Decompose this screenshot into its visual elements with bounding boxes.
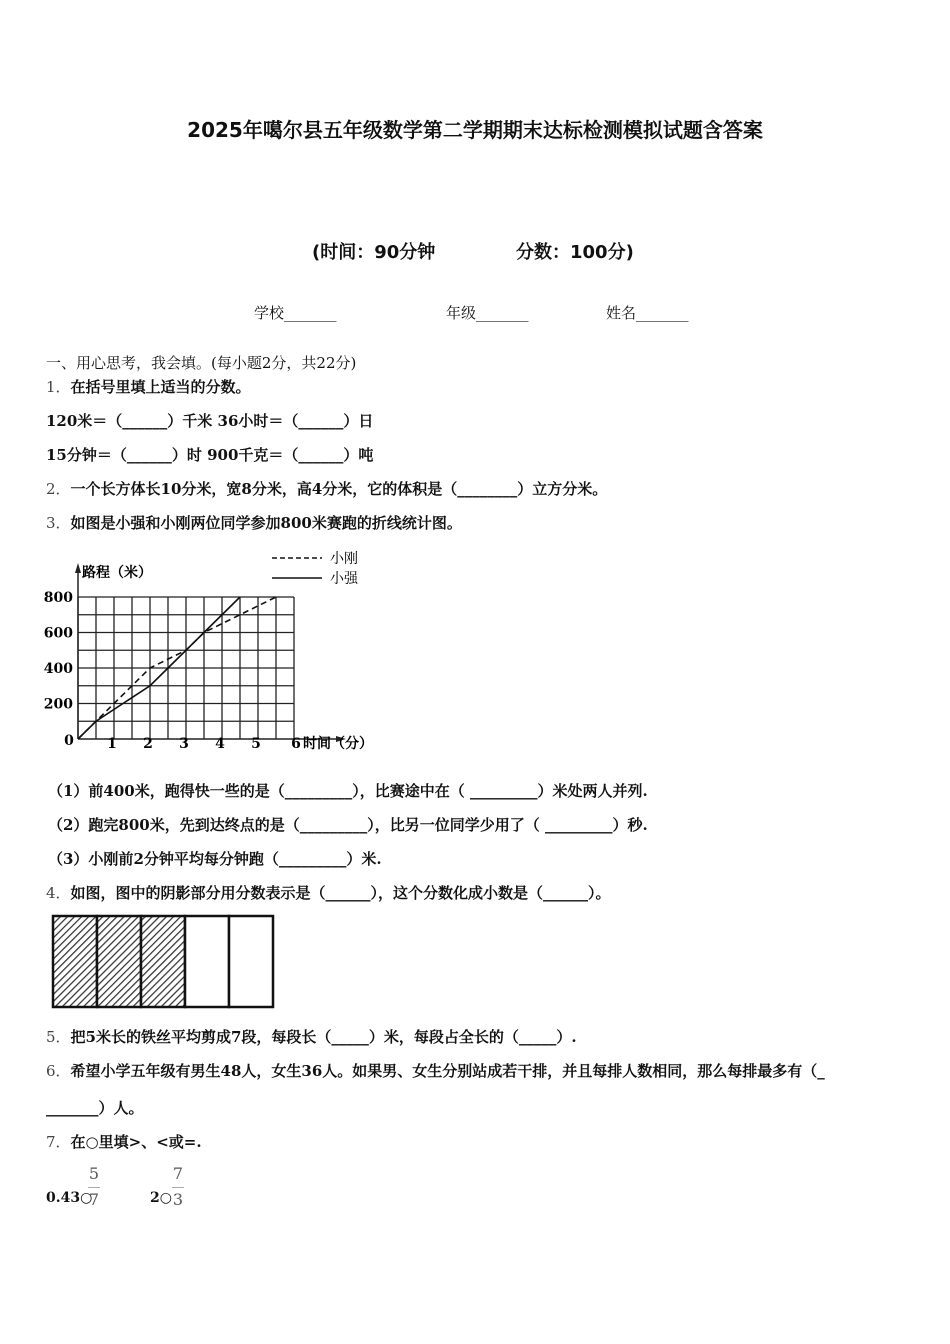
question-text: 希望小学五年级有男生48人，女生36人。如果男、女生分别站成若干排，并且每排人数相同，那么每排最多有（_ [70, 1062, 825, 1080]
x-tick-label: 6 [291, 736, 301, 752]
q1-line2: 15分钟＝（______）时 900千克＝（______）吨 [46, 446, 374, 464]
shaded-part [97, 916, 141, 1007]
fraction-numerator: 5 [88, 1164, 100, 1183]
q3-sub2: （2）跑完800米，先到达终点的是（_________），比另一位同学少用了（ _________）秒. [48, 816, 648, 834]
unshaded-part [185, 916, 229, 1007]
y-tick-label: 800 [43, 590, 73, 606]
question-text: 一个长方体长10分米，宽8分米，高4分米，它的体积是（________）立方分米。 [70, 480, 608, 498]
x-tick-label: 0 [64, 733, 74, 749]
x-axis-label: 时间（分） [303, 736, 373, 752]
question-number: 5． [46, 1028, 71, 1046]
school-field: 学校_______ [254, 304, 337, 322]
q3-sub1: （1）前400米，跑得快一些的是（_________），比赛途中在（ _________）米处两人并列. [48, 782, 648, 800]
question-number: 2． [46, 480, 71, 498]
shaded-part [141, 916, 185, 1007]
legend-label: 小强 [330, 571, 358, 587]
fraction-denominator: 7 [88, 1190, 100, 1209]
fraction-bar [88, 1187, 100, 1188]
y-axis-arrow [75, 563, 81, 573]
fraction-numerator: 7 [172, 1164, 184, 1183]
x-tick-label: 5 [251, 736, 261, 752]
question-text: 如图是小强和小刚两位同学参加800米赛跑的折线统计图。 [70, 514, 462, 532]
unshaded-part [229, 916, 273, 1007]
y-tick-label: 600 [43, 625, 73, 642]
y-tick-label: 200 [43, 696, 73, 713]
exam-score: 分数：100分) [516, 242, 634, 263]
x-tick-label: 1 [107, 736, 117, 752]
compare-a-left: 0.43○ [46, 1190, 93, 1206]
fraction-denominator: 3 [172, 1190, 184, 1209]
y-axis-label: 路程（米） [82, 565, 152, 581]
question-text: 把5米长的铁丝平均剪成7段，每段长（_____）米，每段占全长的（_____）. [70, 1028, 577, 1046]
q3-sub3: （3）小刚前2分钟平均每分钟跑（_________）米. [48, 850, 382, 868]
question-text: 在○里填>、<或=. [70, 1133, 202, 1151]
y-tick-label: 400 [43, 661, 73, 677]
question-number: 7． [46, 1133, 71, 1151]
question-text: 如图，图中的阴影部分用分数表示是（______），这个分数化成小数是（______）。 [70, 884, 611, 902]
question-number: 4． [46, 884, 71, 902]
page-title: 2025年噶尔县五年级数学第二学期期末达标检测模拟试题含答案 [187, 118, 763, 142]
shaded-part [53, 916, 97, 1007]
x-tick-label: 2 [143, 736, 153, 752]
section-heading: 一、用心思考，我会填。(每小题2分，共22分) [46, 354, 357, 372]
question-text: 在括号里填上适当的分数。 [70, 378, 251, 396]
grade-field: 年级_______ [446, 304, 529, 322]
name-field: 姓名_______ [606, 304, 689, 322]
exam-time: (时间：90分钟 [312, 242, 436, 263]
legend-label: 小刚 [330, 551, 358, 567]
question-number: 3． [46, 514, 71, 532]
question-number: 6． [46, 1062, 71, 1080]
fraction-bar [172, 1187, 184, 1188]
question-number: 1． [46, 378, 71, 396]
shaded-rectangle-figure [50, 912, 276, 1012]
q1-line1: 120米＝（______）千米 36小时＝（______）日 [46, 412, 374, 430]
x-tick-label: 4 [215, 736, 225, 752]
x-tick-label: 3 [179, 736, 189, 752]
compare-b-left: 2○ [150, 1190, 172, 1206]
question-text-continued: _______）人。 [46, 1099, 144, 1117]
